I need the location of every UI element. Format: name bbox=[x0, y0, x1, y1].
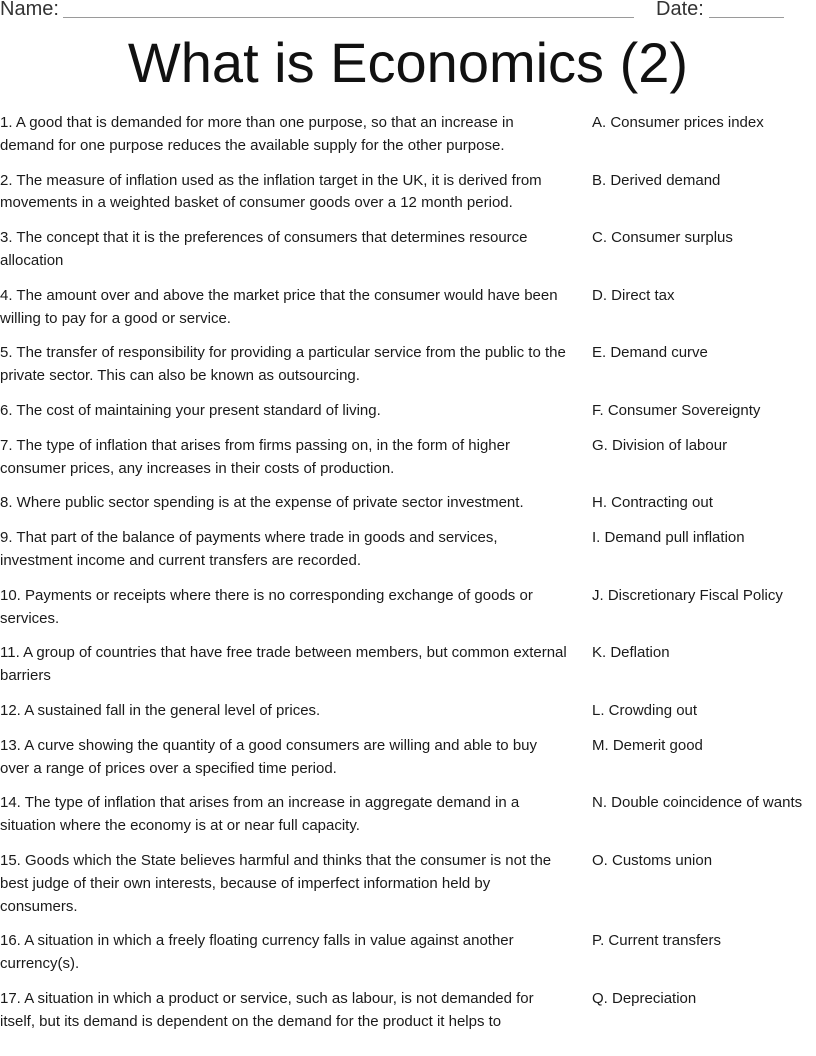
answer-option: D. Direct tax bbox=[592, 286, 675, 304]
name-blank-line bbox=[63, 17, 634, 18]
answer-option: B. Derived demand bbox=[592, 171, 721, 189]
matching-row bbox=[0, 492, 816, 515]
clue-text: 6. The cost of maintaining your present standard of living. bbox=[0, 401, 381, 419]
matching-row bbox=[0, 930, 816, 976]
clue-text: 1. A good that is demanded for more than one purpose, so that an increase in demand for one purpose reduces the available supply for the other purpose. bbox=[0, 114, 514, 154]
clue-text: 17. A situation in which a product or service, such as labour, is not demanded for itself, but its demand is dependent on the demand for the product it helps to bbox=[0, 989, 534, 1030]
answer-option: M. Demerit good bbox=[592, 736, 703, 754]
answer-option: E. Demand curve bbox=[592, 344, 708, 362]
answer-option: K. Deflation bbox=[592, 644, 670, 662]
page-title: What is Economics (2) bbox=[127, 31, 689, 94]
answer-option: A. Consumer prices index bbox=[592, 114, 764, 131]
matching-row bbox=[0, 735, 816, 781]
matching-row bbox=[0, 112, 816, 158]
matching-row bbox=[0, 342, 816, 388]
answer-option: H. Contracting out bbox=[592, 494, 713, 512]
matching-row bbox=[0, 988, 816, 1034]
matching-row bbox=[0, 642, 816, 688]
matching-row bbox=[0, 850, 816, 918]
matching-row bbox=[0, 792, 816, 838]
header bbox=[0, 0, 816, 24]
name-label: Name: bbox=[0, 0, 59, 20]
answer-option: I. Demand pull inflation bbox=[592, 529, 745, 547]
answer-option: P. Current transfers bbox=[592, 932, 721, 950]
clue-text: 13. A curve showing the quantity of a good consumers are willing and able to buy over a range of prices over a specified time period. bbox=[0, 736, 538, 777]
matching-row bbox=[0, 400, 816, 423]
answer-option: Q. Depreciation bbox=[592, 989, 697, 1007]
matching-row bbox=[0, 585, 816, 631]
clue-text: 15. Goods which the State believes harmful and thinks that the consumer is not the best judge of their own interests, because of imperfect information held by consumers. bbox=[0, 851, 552, 915]
answer-option: O. Customs union bbox=[592, 851, 713, 869]
matching-row bbox=[0, 435, 816, 481]
answer-option: C. Consumer surplus bbox=[592, 229, 733, 247]
answer-option: G. Division of labour bbox=[592, 436, 728, 454]
matching-row bbox=[0, 527, 816, 573]
clue-text: 7. The type of inflation that arises from firms passing on, in the form of higher consumer prices, any increases in their costs of production. bbox=[0, 436, 510, 477]
clue-text: 10. Payments or receipts where there is no corresponding exchange of goods or services. bbox=[0, 586, 533, 627]
clue-text: 2. The measure of inflation used as the inflation target in the UK, it is derived from movements in a weighted basket of consumer goods over a 12 month period. bbox=[0, 171, 542, 212]
matching-row bbox=[0, 700, 816, 723]
matching-list bbox=[0, 112, 816, 1046]
matching-row bbox=[0, 227, 816, 273]
clue-text: 11. A group of countries that have free trade between members, but common external barriers bbox=[0, 644, 567, 685]
clue-text: 3. The concept that it is the preferences of consumers that determines resource allocation bbox=[0, 229, 528, 269]
clue-text: 14. The type of inflation that arises from an increase in aggregate demand in a situation where the economy is at or near full capacity. bbox=[0, 794, 520, 835]
answer-option: J. Discretionary Fiscal Policy bbox=[592, 586, 783, 604]
answer-option: L. Crowding out bbox=[592, 701, 698, 719]
matching-row bbox=[0, 285, 816, 331]
answer-option: N. Double coincidence of wants bbox=[592, 794, 803, 812]
clue-text: 16. A situation in which a freely floating currency falls in value against another currency(s). bbox=[0, 932, 514, 973]
answer-option: F. Consumer Sovereignty bbox=[592, 401, 761, 419]
clue-text: 8. Where public sector spending is at the expense of private sector investment. bbox=[0, 494, 524, 512]
clue-text: 12. A sustained fall in the general level of prices. bbox=[0, 701, 321, 719]
date-blank-line bbox=[709, 17, 784, 18]
clue-text: 4. The amount over and above the market price that the consumer would have been willing to pay for a good or service. bbox=[0, 286, 558, 327]
clue-text: 9. That part of the balance of payments where trade in goods and services, investment income and current transfers are recorded. bbox=[0, 529, 498, 569]
matching-row bbox=[0, 170, 816, 216]
clue-text: 5. The transfer of responsibility for providing a particular service from the public to the private sector. This can also be known as outsourcing. bbox=[0, 344, 566, 385]
date-label: Date: bbox=[656, 0, 704, 20]
